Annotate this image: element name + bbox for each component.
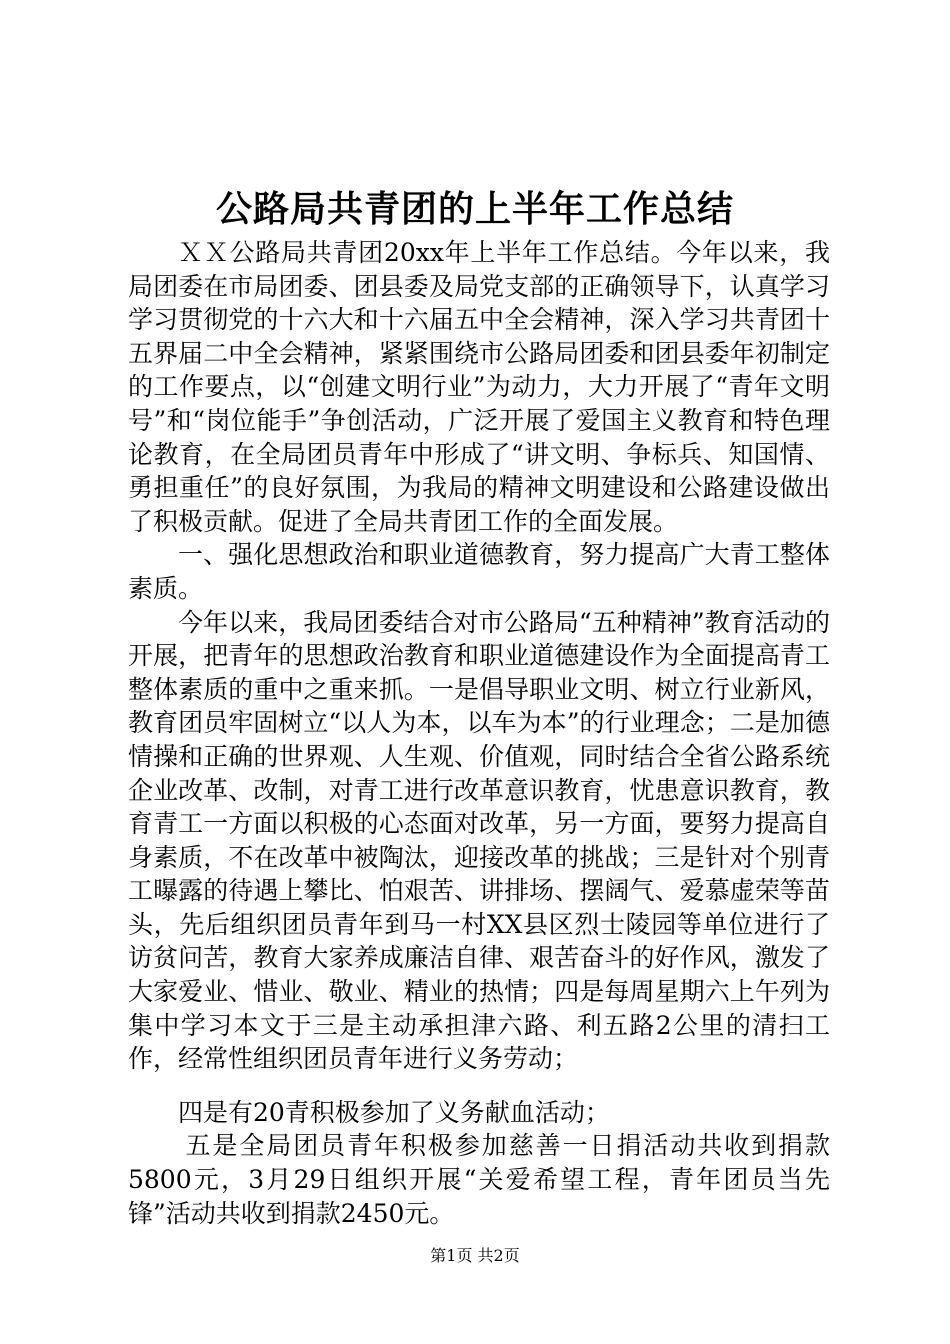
document-title: 公路局共青团的上半年工作总结 [215,189,734,230]
paragraph-charity: 五是全局团员青年积极参加慈善一日捐活动共收到捐款5800元，3月29日组织开展“关爱希望工程，青年团员当先锋”活动共收到捐款2450元。 [128,1131,830,1228]
paragraph-intro: ＸＸ公路局共青团20xx年上半年工作总结。今年以来，我局团委在市局团委、团县委及局党支部的正确领导下，认真学习学习贯彻党的十六大和十六届五中全会精神，深入学习共青团十五界届二中全会精神，紧紧围绕市公路局团委和团县委年初制定的工作要点，以“创建文明行业”为动力，大力开展了“青年文明号”和“岗位能手”争创活动，广泛开展了爱国主义教育和特色理论教育，在全局团员青年中形成了“讲文明、争标兵、知国情、勇担重任”的良好氛围，为我局的精神文明建设和公路建设做出了积极贡献。促进了全局共青团工作的全面发展。 [128,238,830,536]
paragraph-details: 今年以来，我局团委结合对市公路局“五种精神”教育活动的开展，把青年的思想政治教育和职业道德建设作为全面提高青工整体素质的重中之重来抓。一是倡导职业文明、树立行业新风，教育团员牢固树立“以人为本，以车为本”的行业理念；二是加德情操和正确的世界观、人生观、价值观，同时结合全省公路系统企业改革、改制，对青工进行改革意识教育，忧患意识教育，教育青工一方面以积极的心态面对改革，另一方面，要努力提高自身素质，不在改革中被陶汰，迎接改革的挑战；三是针对个别青工曝露的待遇上攀比、怕艰苦、讲排场、摆阔气、爱慕虚荣等苗头，先后组织团员青年到马一村XX县区烈士陵园等单位进行了访贫问苦，教育大家养成廉洁自律、艰苦奋斗的好作风，激发了大家爱业、惜业、敬业、精业的热情；四是每周星期六上午列为集中学习本文于三是主动承担津六路、利五路2公里的清扫工作，经常性组织团员青年进行义务劳动； [128,607,830,1074]
paragraph-blood-donation: 四是有20青积极参加了义务献血活动； [178,1097,610,1127]
paragraph-section-heading: 一、强化思想政治和职业道德教育，努力提高广大青工整体素质。 [128,540,830,603]
document-body [128,236,830,1230]
page-number-footer: 第1页 共2页 [430,1246,520,1265]
